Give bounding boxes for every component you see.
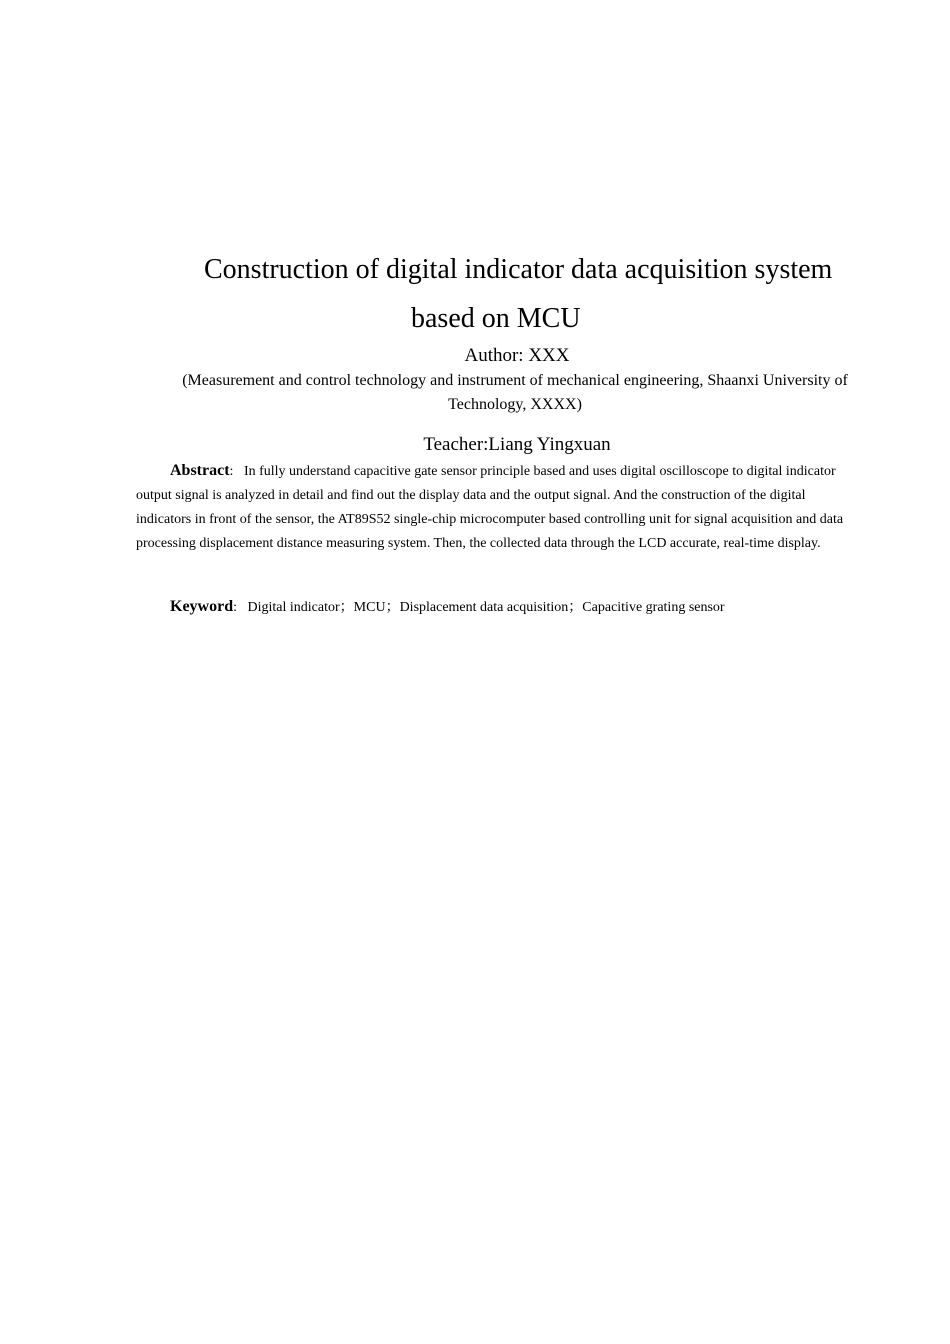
keyword-item-separator: ；	[568, 600, 583, 615]
keyword-label: Keyword	[170, 598, 234, 615]
author-line: Author: XXX	[464, 345, 570, 366]
keyword-item: Digital indicator	[247, 600, 340, 615]
keyword-item: Displacement data acquisition	[399, 600, 569, 615]
keyword-item: Capacitive grating sensor	[582, 600, 725, 615]
keyword-item: MCU	[353, 600, 386, 615]
title-line-2: based on MCU	[411, 303, 581, 334]
abstract-paragraph	[136, 459, 860, 556]
abstract-text: In fully understand capacitive gate sensor principle based and uses digital oscilloscope to digital indicator output signal is analyzed in detail and find out the display data and the output signal. And the construction of the digital indicators in front of the sensor, the AT89S52 single-chip microcomputer based controlling unit for signal acquisition and data processing displacement distance measuring system. Then, the collected data through the LCD accurate, real-time display.	[136, 464, 844, 551]
abstract-separator: :	[229, 464, 234, 479]
title-line-1: Construction of digital indicator data acquisition system	[204, 254, 833, 285]
abstract-label: Abstract	[170, 462, 230, 479]
teacher-line: Teacher:Liang Yingxuan	[423, 434, 611, 455]
keyword-item-separator: ；	[385, 600, 400, 615]
keyword-item-separator: ；	[339, 600, 354, 615]
keyword-line	[170, 595, 870, 620]
keyword-separator: :	[233, 600, 237, 615]
affiliation: (Measurement and control technology and instrument of mechanical engineering, Shaanxi University of Technology, XXXX)	[182, 372, 848, 413]
paper-title	[0, 245, 950, 343]
